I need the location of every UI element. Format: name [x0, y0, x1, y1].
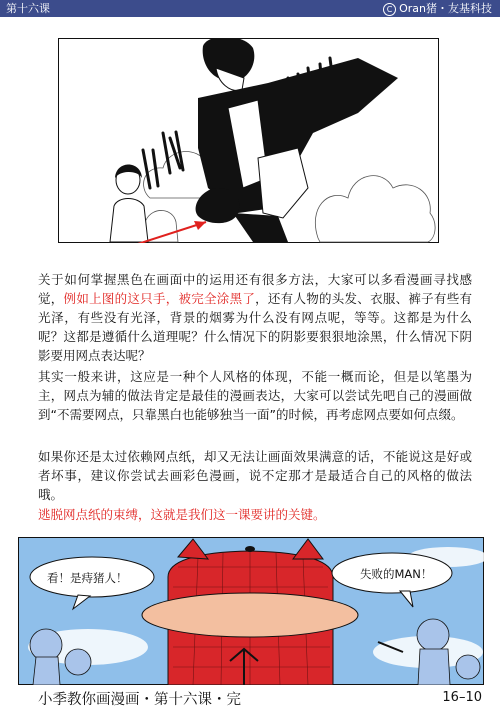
paragraph-1-a: 关于如何掌握黑色在画面中的运用还有很多方法，大家可以多看漫画寻找感觉， [38, 272, 472, 306]
copyright-icon: C [383, 3, 396, 16]
copyright-text: Oran猪・友基科技 [399, 2, 492, 15]
copyright [383, 0, 492, 17]
paragraph-4: 逃脱网点纸的束缚，这就是我们这一课要讲的关键。 [38, 507, 326, 522]
paragraph-2: 其实一般来讲，这应是一种个人风格的体现，不能一概而论，但是以笔墨为主，网点为辅的做法肯定是最佳的漫画表达，大家可以尝试先吧自己的漫画做到“不需要网点，只靠黑白也能够独当一面”的时候，再考虑网点要如何点缀。 [38, 369, 472, 422]
paragraph-1-highlight: 例如上图的这只手，被完全涂黑了 [63, 291, 256, 306]
paragraph-1 [38, 270, 472, 365]
paragraph-3: 如果你还是太过依赖网点纸，却又无法让画面效果满意的话，不能说这是好或者坏事，建议你尝试去画彩色漫画，说不定那才是最适合自己的风格的做法哦。 [38, 449, 472, 502]
header-bar [0, 0, 500, 17]
page-number: 16–10 [442, 690, 482, 705]
bottom-comic-panel [18, 537, 484, 685]
speech-bubble-right: 失败的MAN！ [360, 567, 433, 581]
top-manga-panel [58, 38, 439, 243]
footer-title: 小季教你画漫画・第十六课・完 [38, 692, 241, 708]
paragraph-1-b: ，还有人物的头发、衣服、裤子有些有光泽，有些没有光泽，背景的烟雾为什么没有网点呢，等等。这都是为什么呢？这都是遵循什么道理呢？什么情况下的阴影要狠狠地涂黑，什么情况下阴影要用网点表达呢？ [38, 291, 472, 363]
speech-bubble-left: 看！是痔猪人！ [47, 571, 128, 585]
lesson-label: 第十六课 [6, 2, 50, 15]
